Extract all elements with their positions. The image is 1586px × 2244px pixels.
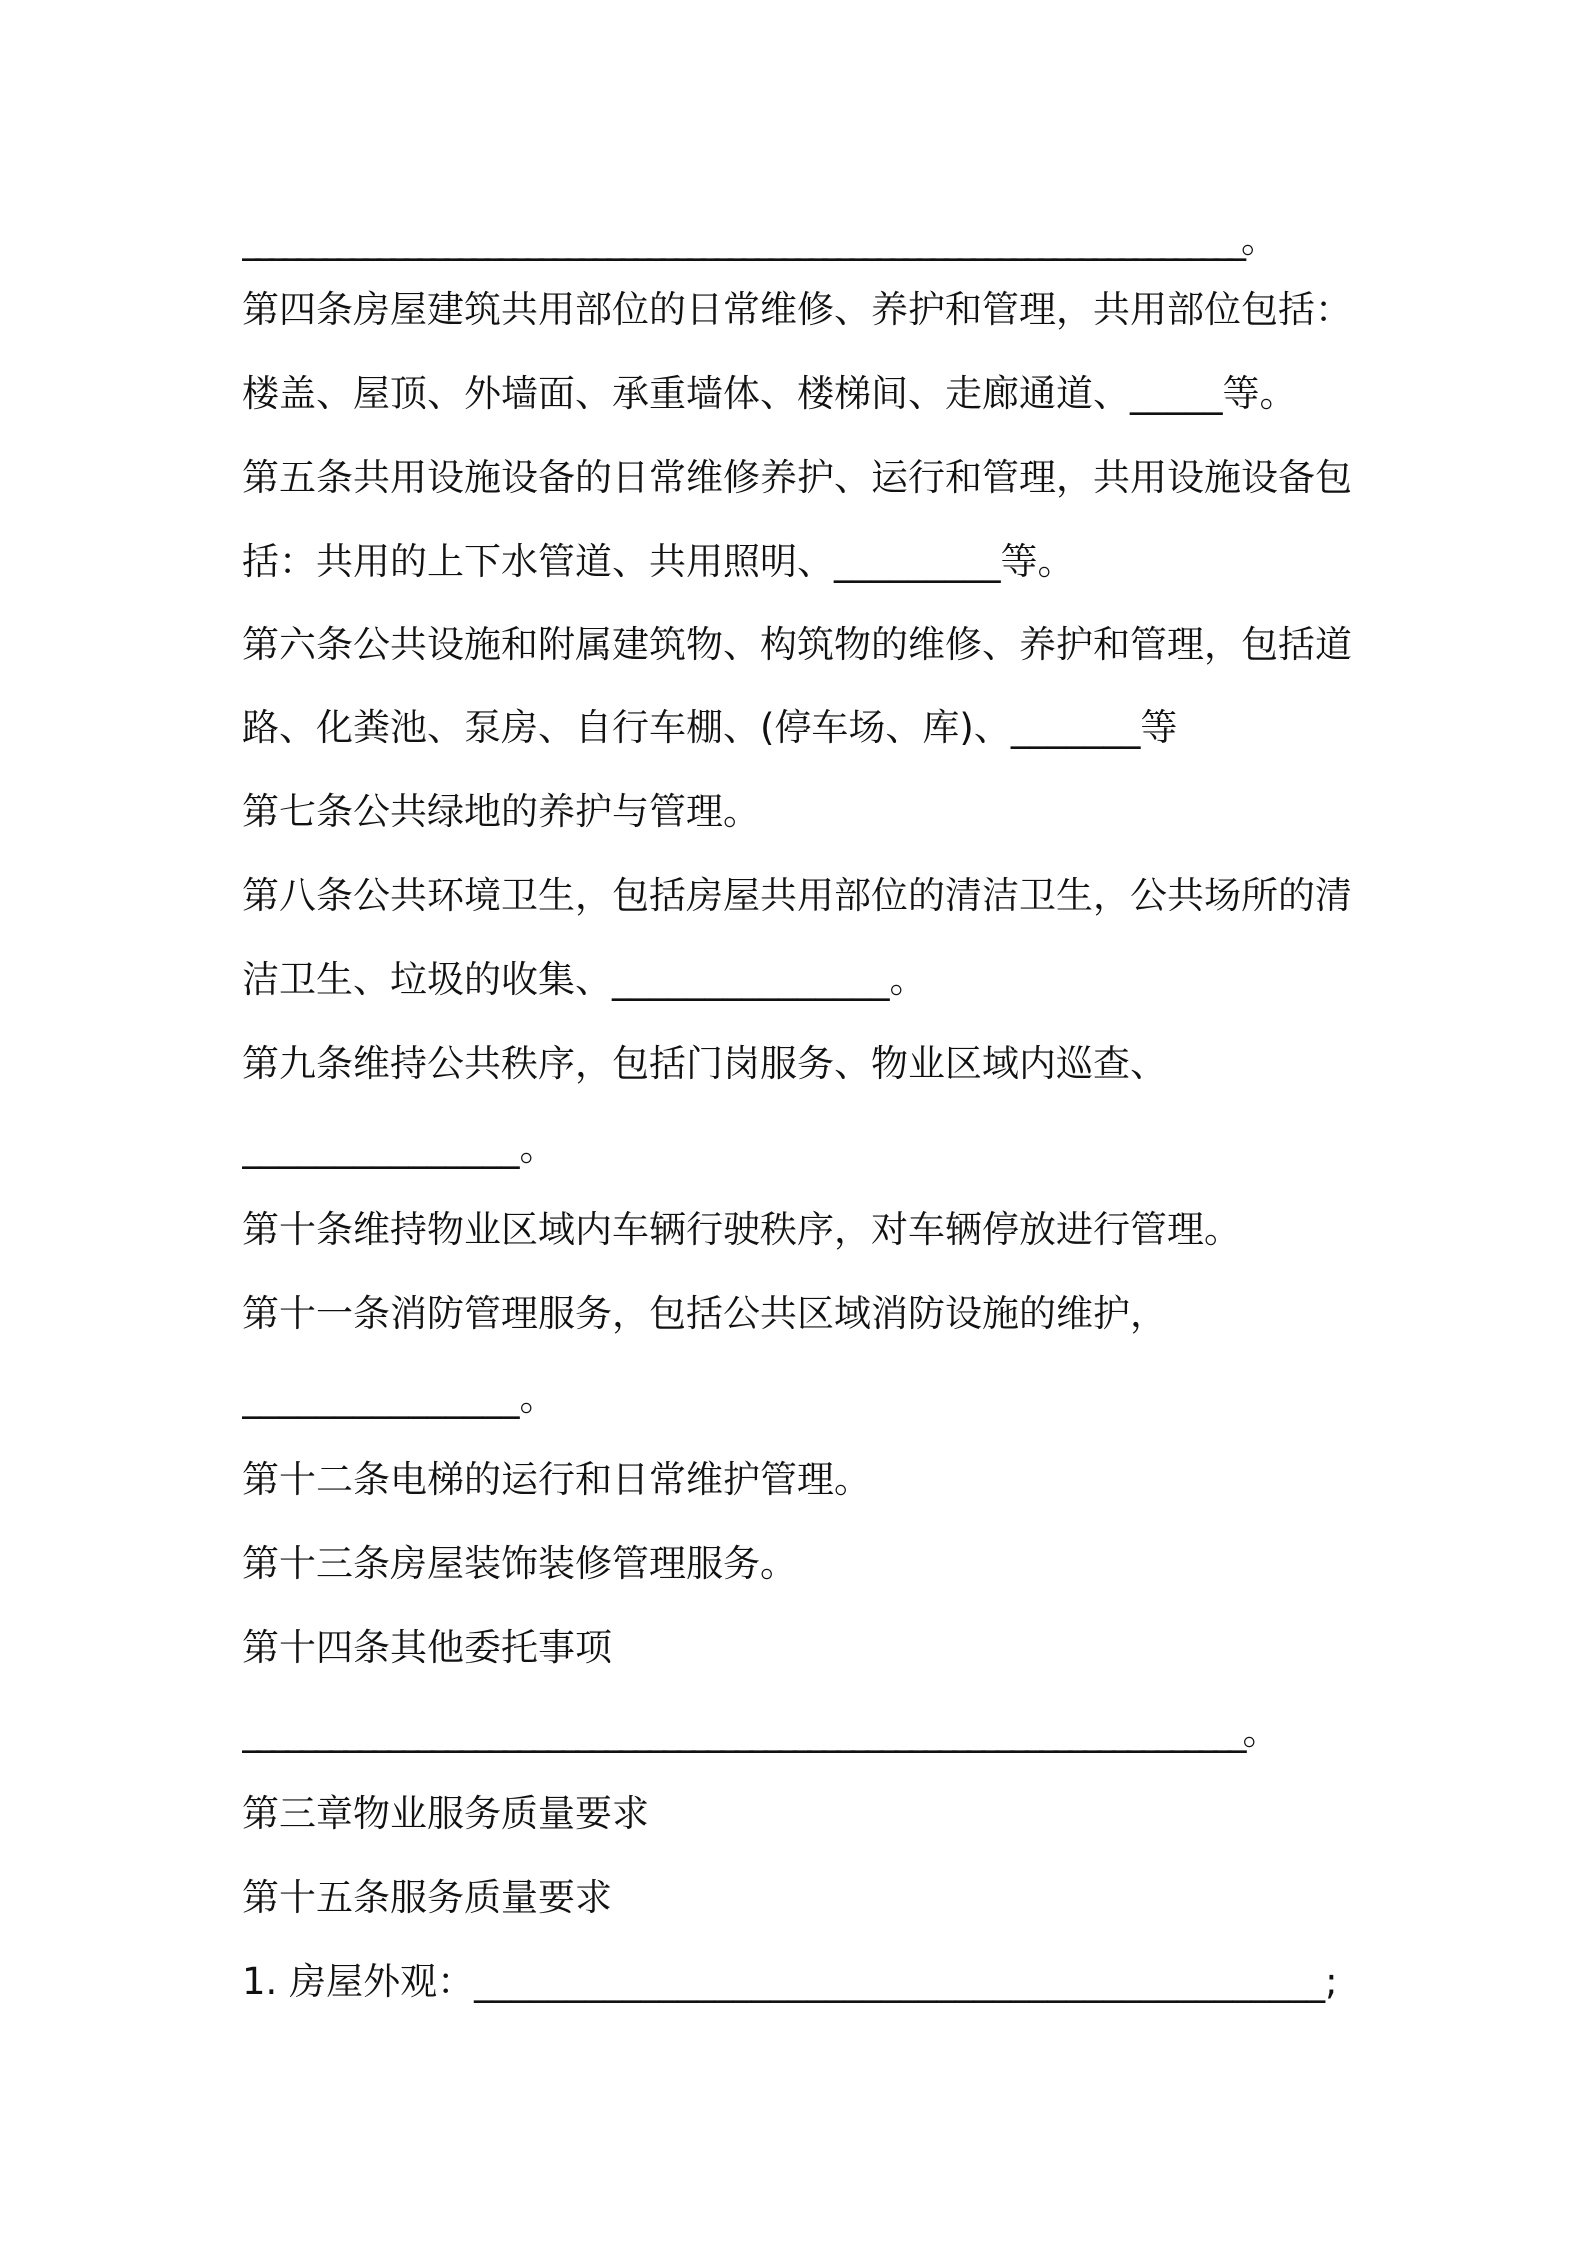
- article-7: 第七条公共绿地的养护与管理。: [242, 790, 760, 833]
- article-9-blank: _______________。: [242, 1126, 557, 1169]
- article-6-line-2: 路、化粪池、泵房、自行车棚、(停车场、库)、_______等: [242, 706, 1178, 749]
- article-10: 第十条维持物业区域内车辆行驶秩序，对车辆停放进行管理。: [242, 1208, 1241, 1251]
- article-11-line-1: 第十一条消防管理服务，包括公共区域消防设施的维护，: [242, 1292, 1167, 1335]
- article-12: 第十二条电梯的运行和日常维护管理。: [242, 1458, 871, 1501]
- article-14: 第十四条其他委托事项: [242, 1626, 612, 1669]
- article-6-line-1: 第六条公共设施和附属建筑物、构筑物的维修、养护和管理，包括道: [242, 623, 1352, 666]
- article-14-blank: _____________________________________________________________________。: [242, 1710, 1276, 1753]
- article-15-heading: 第十五条服务质量要求: [242, 1876, 612, 1919]
- article-8-line-2: 洁卫生、垃圾的收集、_______________。: [242, 958, 927, 1001]
- article-4-line-2: 楼盖、屋顶、外墙面、承重墙体、楼梯间、走廊通道、_____等。: [242, 372, 1297, 415]
- article-4-line-1: 第四条房屋建筑共用部位的日常维修、养护和管理，共用部位包括：: [242, 288, 1352, 331]
- article-5-line-1: 第五条共用设施设备的日常维修养护、运行和管理，共用设施设备包: [242, 456, 1352, 499]
- chapter-3-heading: 第三章物业服务质量要求: [242, 1792, 649, 1835]
- article-11-blank: _______________。: [242, 1376, 557, 1419]
- article-5-line-2: 括：共用的上下水管道、共用照明、_________等。: [242, 540, 1075, 583]
- article-8-line-1: 第八条公共环境卫生，包括房屋共用部位的清洁卫生，公共场所的清: [242, 874, 1352, 917]
- article-9-line-1: 第九条维持公共秩序，包括门岗服务、物业区域内巡查、: [242, 1042, 1167, 1085]
- article-13: 第十三条房屋装饰装修管理服务。: [242, 1542, 797, 1585]
- quality-item-1: 1. 房屋外观：______________________________________________;: [242, 1960, 1338, 2003]
- blank-line-continuation: __________________________________________________________________________。: [242, 218, 1273, 261]
